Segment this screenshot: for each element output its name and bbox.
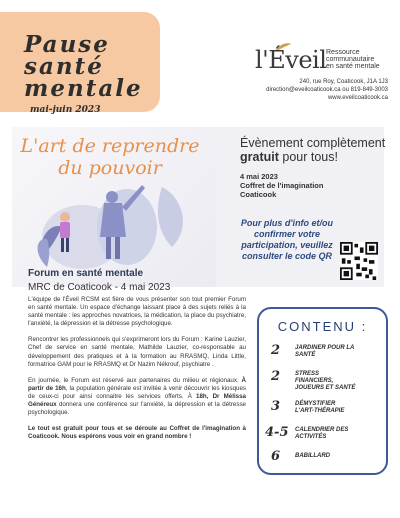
toc-page-number: 2 [271, 343, 281, 358]
toc-page-number: 6 [271, 449, 281, 464]
toc-page-number: 3 [271, 399, 281, 414]
toc-page-number: 2 [271, 369, 281, 384]
issue-date: mai-juin 2023 [30, 105, 101, 115]
toc-page-number: 4-5 [265, 425, 289, 440]
logo-wordmark: l'Éveil [255, 46, 327, 74]
newsletter-title-line: mentale [24, 75, 143, 102]
forum-subtitle: MRC de Coaticook - 4 mai 2023 [28, 282, 171, 293]
newsletter-title-line: Pause [24, 31, 110, 58]
toc-label: JARDINER POUR LA SANTÉ [295, 345, 355, 358]
event-heading: Évènement complètement gratuit pour tous! [240, 136, 386, 164]
toc-label: DÉMYSTIFIER L'ART-THÉRAPIE [295, 401, 345, 414]
contact-line: direction@eveilcoaticook.ca ou 819-849-3003 [266, 87, 388, 93]
newsletter-title-line: santé [24, 53, 104, 80]
article-paragraph: Rencontrer les professionnels qui s'exprimeront lors du Forum : Karine Lauzier, Chef de service en santé mentale, Mathilde Lauzier, co-responsable au développement des pratiques et à la formation au RRASMQ, Linda Little, formatrice GAM pour le RRASMQ et Dr Nazim Nékrouf, psychiatre . [28, 336, 246, 368]
article-paragraph: En journée, le Forum est réservé aux partenaires du milieu et régionaux. À partir de 16h, la population générale est invitée à venir découvrir les kiosques de ceux-ci pour ainsi connaitre les services offerts. À 18h, Dr Mélissa Généreux donnera une conférence sur l'anxiété, la dépression et la détresse psychologique. [28, 376, 246, 417]
event-info-text: Pour plus d'info et/ou confirmer votre participation, veuillez consulter le code QR [240, 218, 334, 261]
toc-label: BABILLARD [295, 453, 330, 459]
newsletter-title-block [0, 12, 160, 115]
article-body [28, 296, 246, 449]
article-paragraph: Le tout est gratuit pour tous et se déroule au Coffret de l'imagination à Coaticook. Nous espérons vous voir en grand nombre ! [28, 425, 246, 441]
toc-label: CALENDRIER DES ACTIVITÉS [295, 427, 349, 440]
banner-art-title: L'art de reprendre du pouvoir [20, 135, 200, 179]
website-link[interactable]: www.eveilcoaticook.ca [327, 95, 388, 101]
event-date-place: 4 mai 2023 Coffret de l'imagination Coaticook [240, 172, 324, 199]
qr-code-icon[interactable] [340, 242, 378, 280]
forum-title: Forum en santé mentale [28, 268, 144, 279]
table-of-contents [257, 307, 388, 475]
contents-title: CONTENU : [277, 319, 368, 334]
address: 240, rue Roy, Coaticook, J1A 1J3 [299, 79, 388, 85]
contact-info [266, 78, 388, 102]
organization-logo [255, 46, 395, 76]
toc-label: STRESS FINANCIERS, JOUEURS ET SANTÉ [295, 371, 356, 391]
banner-illustration [12, 127, 216, 287]
article-paragraph: L'équipe de l'Éveil RCSM est fière de vous présenter son tout premier Forum en santé mentale. Un espace d'échange laissant place à des sujets reliés à la santé mentale : les approches novatrices, la médication, la place du psychiatre, l'anxiété, la dépression et la détresse psychologique. [28, 296, 246, 328]
logo-subtitle: Ressource communautaire en santé mentale [326, 49, 380, 70]
